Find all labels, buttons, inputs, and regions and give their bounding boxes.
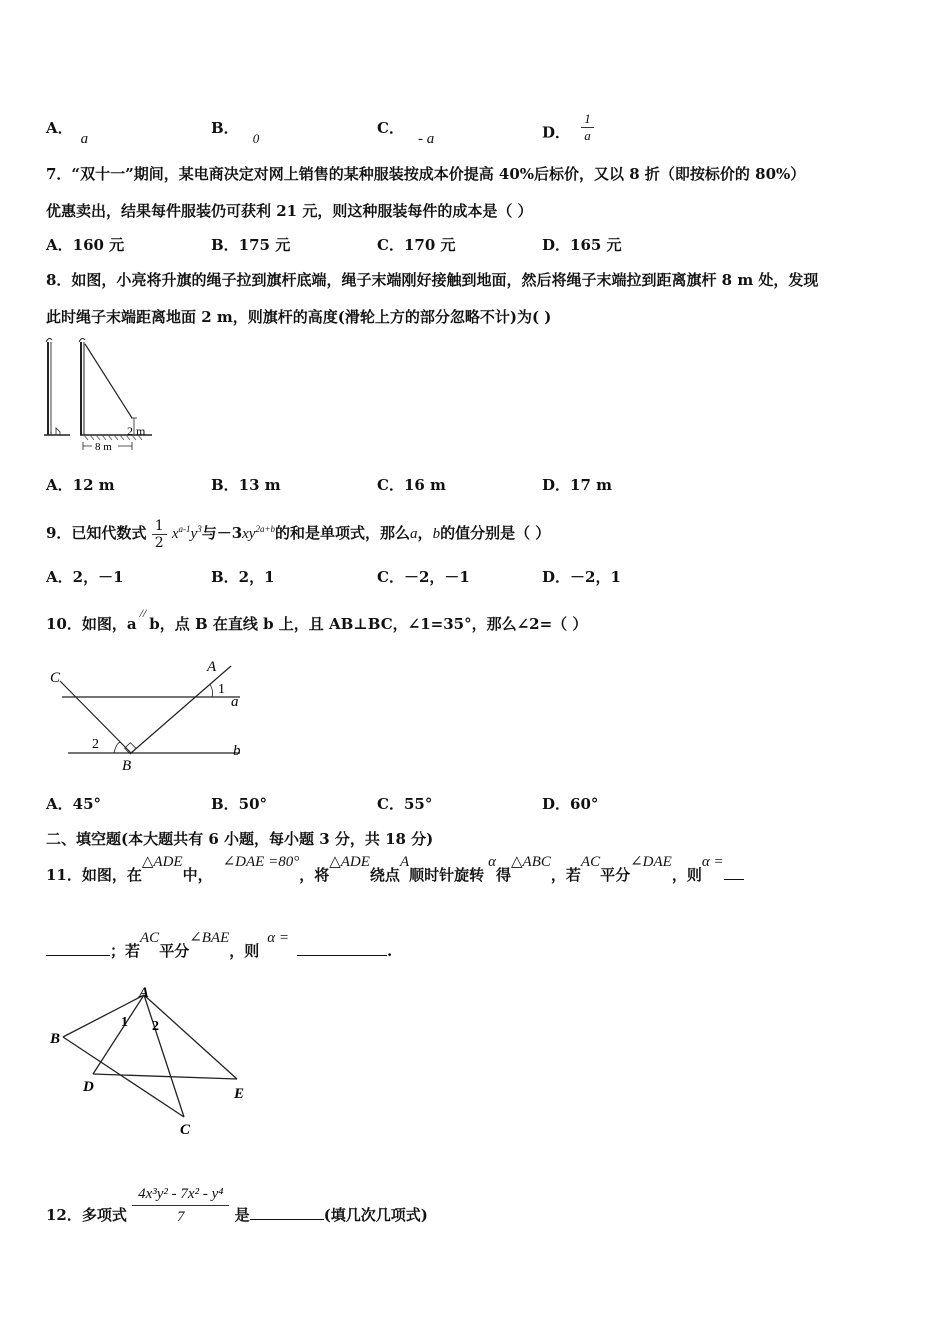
label-B: B <box>122 758 132 774</box>
label-2: 2 <box>152 1019 159 1034</box>
label-2m: 2 m <box>127 424 146 438</box>
section-heading: 二、填空题(本大题共有 6 小题，每小题 3 分，共 18 分) <box>46 830 434 848</box>
label-E: E <box>234 1086 245 1102</box>
q8-option-b: B．13 m <box>211 476 281 494</box>
q7-option-d: D．165 元 <box>542 236 622 254</box>
q12-stem: 12．多项式 $\frac{\text{4x³y² - 7x² - y⁴}}{7}$ 是 (填几次几项式) <box>46 1165 428 1215</box>
q7-line1: 7．“双十一”期间，某电商决定对网上销售的某种服装按成本价提高 40%后标价，又以 8 折（即按标价的 80%） <box>46 165 806 183</box>
label-1: 1 <box>121 1015 128 1030</box>
label-A: A <box>139 985 150 1001</box>
q9-option-c: C．－2，－1 <box>377 568 470 586</box>
fraction: $\frac{1}{a}$ <box>581 111 594 144</box>
label-D: D <box>83 1079 94 1095</box>
q8-option-c: C．16 m <box>377 476 446 494</box>
q10-option-d: D．60° <box>542 795 599 813</box>
q10-option-a: A．45° <box>46 795 102 813</box>
q6-option-d: D． $\frac{1}{a}$ <box>542 117 588 150</box>
q8-line2: 此时绳子末端距离地面 2 m，则旗杆的高度(滑轮上方的部分忽略不计)为( ) <box>46 308 552 326</box>
q8-option-a: A．12 m <box>46 476 115 494</box>
q8-option-d: D．17 m <box>542 476 612 494</box>
q8-line1: 8．如图，小亮将升旗的绳子拉到旗杆底端，绳子末端刚好接触到地面，然后将绳子末端拉到距离旗杆 8 m 处，发现 <box>46 271 819 289</box>
label-b: b <box>233 743 241 759</box>
q7-option-c: C．170 元 <box>377 236 456 254</box>
q7-line2: 优惠卖出，结果每件服装仍可获利 21 元，则这种服装每件的成本是（ ） <box>46 202 533 220</box>
q12-fraction: $\frac{\text{4x³y² - 7x² - y⁴}}{7}$ <box>132 1183 229 1228</box>
q7-option-a: A．160 元 <box>46 236 125 254</box>
answer-blank-3[interactable] <box>250 1205 324 1220</box>
label-C: C <box>50 670 61 686</box>
q6-option-c: C．- a <box>377 119 435 147</box>
rotation-figure <box>44 982 264 1142</box>
label-a: a <box>231 694 239 710</box>
q11-line2: ；若AC平分∠BAE，则α =. <box>46 928 392 964</box>
q9-option-d: D．－2，1 <box>542 568 621 586</box>
label-C: C <box>180 1122 191 1138</box>
q10-option-c: C．55° <box>377 795 433 813</box>
label-A: A <box>207 659 217 675</box>
q7-option-b: B．175 元 <box>211 236 291 254</box>
q9-option-b: B．2，1 <box>211 568 275 586</box>
q10-option-b: B．50° <box>211 795 268 813</box>
flagpole-figure <box>40 334 160 454</box>
q9-option-a: A．2，－1 <box>46 568 124 586</box>
label-B: B <box>50 1031 61 1047</box>
q10-stem: 10．如图，a//b，点 B 在直线 b 上，且 AB⊥BC，∠1=35°，那么∠2=（ ） <box>46 606 588 633</box>
q9-fraction: $\frac{1}{2}$ <box>152 518 167 551</box>
q9-stem: 9．已知代数式 $\frac{1}{2}$ $x^{a-1}y^3$与$-3xy^{2a+b}$的和是单项式，那么a，b的值分别是（ ） <box>46 517 551 551</box>
label-8m: 8 m <box>95 441 112 453</box>
q6-option-b: B．0 <box>211 119 260 146</box>
label-1: 1 <box>218 682 225 697</box>
q11-line1: 11．如图，在△ADE中，∠DAE =80°，将△ADE绕点A顺时针旋转α得△ABC，若AC平分∠DAE，则α = <box>46 852 910 892</box>
label-2: 2 <box>92 737 99 752</box>
answer-blank-1[interactable] <box>46 941 110 956</box>
parallel-lines-figure <box>40 656 260 776</box>
q6-option-a: A．a <box>46 119 89 147</box>
answer-blank-2[interactable] <box>297 941 387 956</box>
